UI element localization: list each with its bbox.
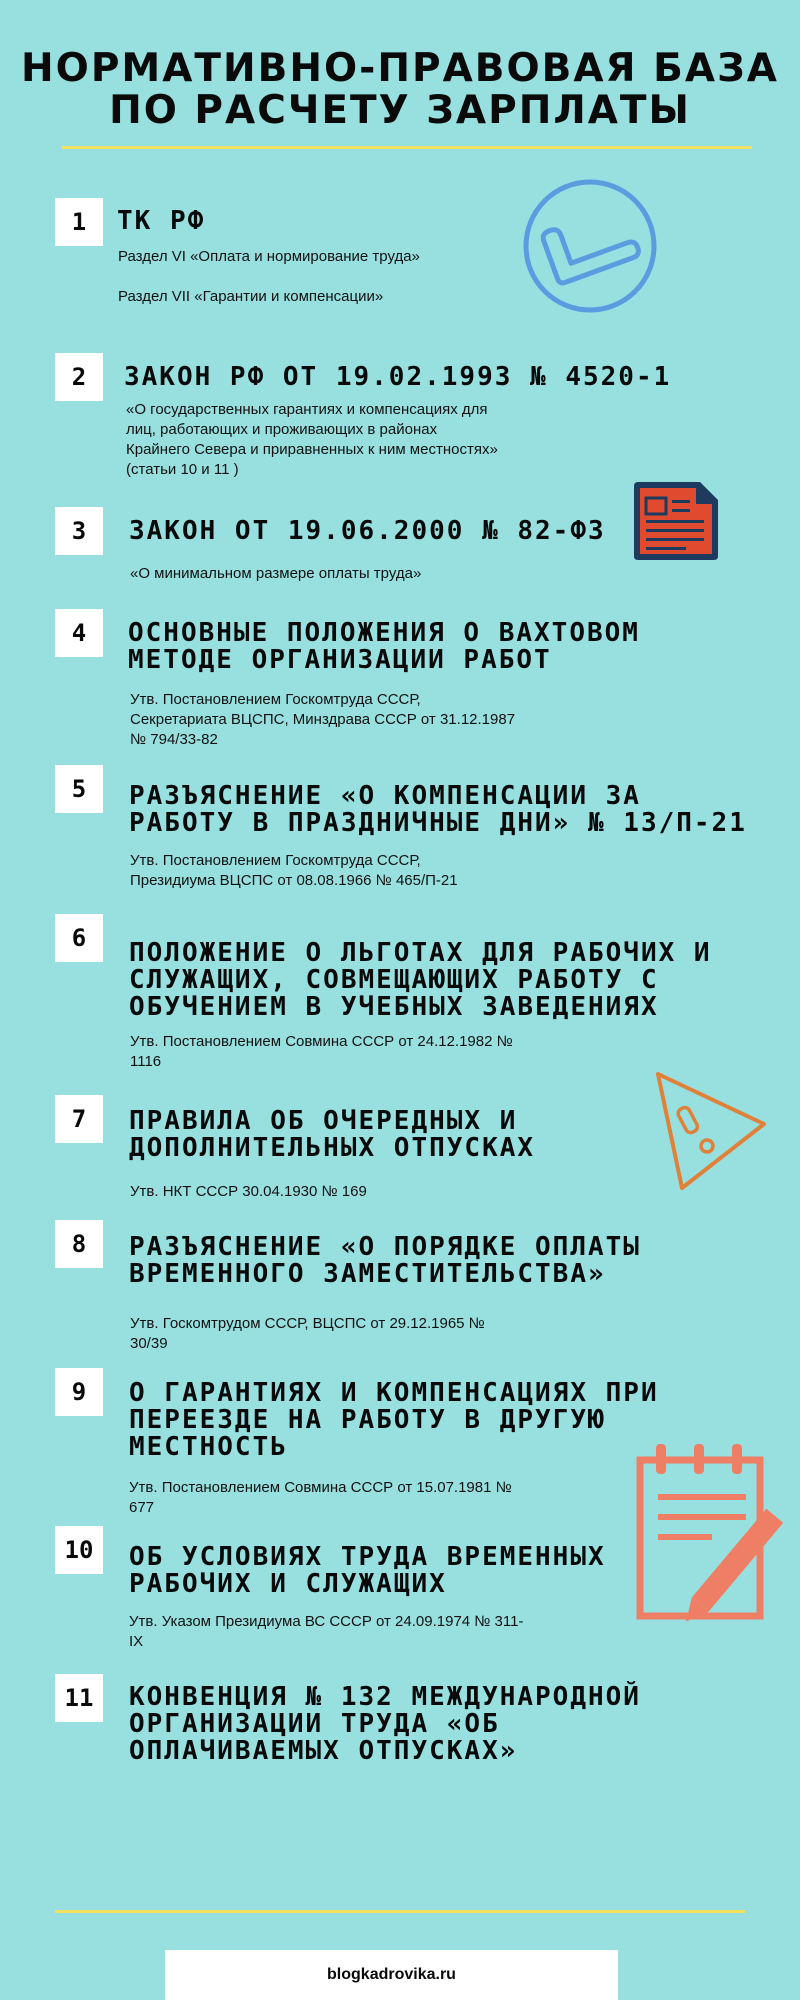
title-line-2: ПО РАСЧЕТУ ЗАРПЛАТЫ <box>109 88 691 133</box>
item-number: 11 <box>55 1674 103 1722</box>
notepad-pencil-icon <box>628 1438 800 1622</box>
item-heading: РАЗЪЯСНЕНИЕ «О КОМПЕНСАЦИИ ЗА РАБОТУ В ПРАЗДНИЧНЫЕ ДНИ» № 13/П-21 <box>129 781 747 838</box>
item-number: 8 <box>55 1220 103 1268</box>
item-heading: ЗАКОН РФ ОТ 19.02.1993 № 4520-1 <box>124 362 672 392</box>
item-description: Утв. Постановлением Госкомтруда СССР, Секретариата ВЦСПС, Минздрава СССР от 31.12.1987 № 794/33-82 <box>130 691 516 748</box>
item-heading: О ГАРАНТИЯХ И КОМПЕНСАЦИЯХ ПРИ ПЕРЕЕЗДЕ НА РАБОТУ В ДРУГУЮ МЕСТНОСТЬ <box>129 1378 659 1462</box>
check-circle-icon <box>520 176 660 316</box>
item-heading: ПРАВИЛА ОБ ОЧЕРЕДНЫХ И ДОПОЛНИТЕЛЬНЫХ ОТПУСКАХ <box>129 1106 536 1163</box>
item-number: 7 <box>55 1095 103 1143</box>
item-heading: ОБ УСЛОВИЯХ ТРУДА ВРЕМЕННЫХ РАБОЧИХ И СЛУЖАЩИХ <box>129 1542 606 1599</box>
item-heading: КОНВЕНЦИЯ № 132 МЕЖДУНАРОДНОЙ ОРГАНИЗАЦИИ ТРУДА «ОБ ОПЛАЧИВАЕМЫХ ОТПУСКАХ» <box>129 1682 641 1766</box>
item-number: 3 <box>55 507 103 555</box>
item-number: 10 <box>55 1526 103 1574</box>
item-number: 9 <box>55 1368 103 1416</box>
item-number: 1 <box>55 198 103 246</box>
item-description: Утв. Указом Президиума ВС СССР от 24.09.1974 № 311- IX <box>129 1613 524 1650</box>
bottom-divider <box>55 1910 745 1913</box>
item-number: 5 <box>55 765 103 813</box>
item-number: 2 <box>55 353 103 401</box>
item-description: Утв. Постановлением Совмина СССР от 15.07.1981 № 677 <box>129 1479 512 1516</box>
item-heading: ПОЛОЖЕНИЕ О ЛЬГОТАХ ДЛЯ РАБОЧИХ И СЛУЖАЩИХ, СОВМЕЩАЮЩИХ РАБОТУ С ОБУЧЕНИЕМ В УЧЕБНЫХ ЗАВЕДЕНИЯХ <box>129 938 712 1022</box>
top-divider <box>62 146 752 149</box>
item-heading: ТК РФ <box>117 206 206 236</box>
item-description: Утв. Постановлением Совмина СССР от 24.12.1982 № 1116 <box>130 1033 513 1070</box>
item-heading: ЗАКОН ОТ 19.06.2000 № 82-ФЗ <box>129 516 606 546</box>
title-line-1: НОРМАТИВНО-ПРАВОВАЯ БАЗА <box>21 46 779 91</box>
item-heading: ОСНОВНЫЕ ПОЛОЖЕНИЯ О ВАХТОВОМ МЕТОДЕ ОРГАНИЗАЦИИ РАБОТ <box>128 618 640 675</box>
page-title <box>0 48 800 132</box>
footer-site[interactable]: blogkadrovika.ru <box>165 1950 618 2000</box>
warning-triangle-icon <box>652 1068 772 1194</box>
item-description: «О государственных гарантиях и компенсациях для лиц, работающих и проживающих в районах Крайнего Севера и приравненных к ним местностях» (статьи 10 и 11 ) <box>126 401 498 478</box>
item-description: Раздел VI «Оплата и нормирование труда» Раздел VII «Гарантии и компенсации» <box>118 248 420 305</box>
item-description: Утв. НКТ СССР 30.04.1930 № 169 <box>130 1183 367 1200</box>
item-description: Утв. Постановлением Госкомтруда СССР, Президиума ВЦСПС от 08.08.1966 № 465/П-21 <box>130 852 458 889</box>
item-description: Утв. Госкомтрудом СССР, ВЦСПС от 29.12.1965 № 30/39 <box>130 1315 485 1352</box>
item-heading: РАЗЪЯСНЕНИЕ «О ПОРЯДКЕ ОПЛАТЫ ВРЕМЕННОГО ЗАМЕСТИТЕЛЬСТВА» <box>129 1232 641 1289</box>
item-number: 6 <box>55 914 103 962</box>
item-description: «О минимальном размере оплаты труда» <box>130 565 422 582</box>
item-number: 4 <box>55 609 103 657</box>
newspaper-icon <box>630 478 722 564</box>
